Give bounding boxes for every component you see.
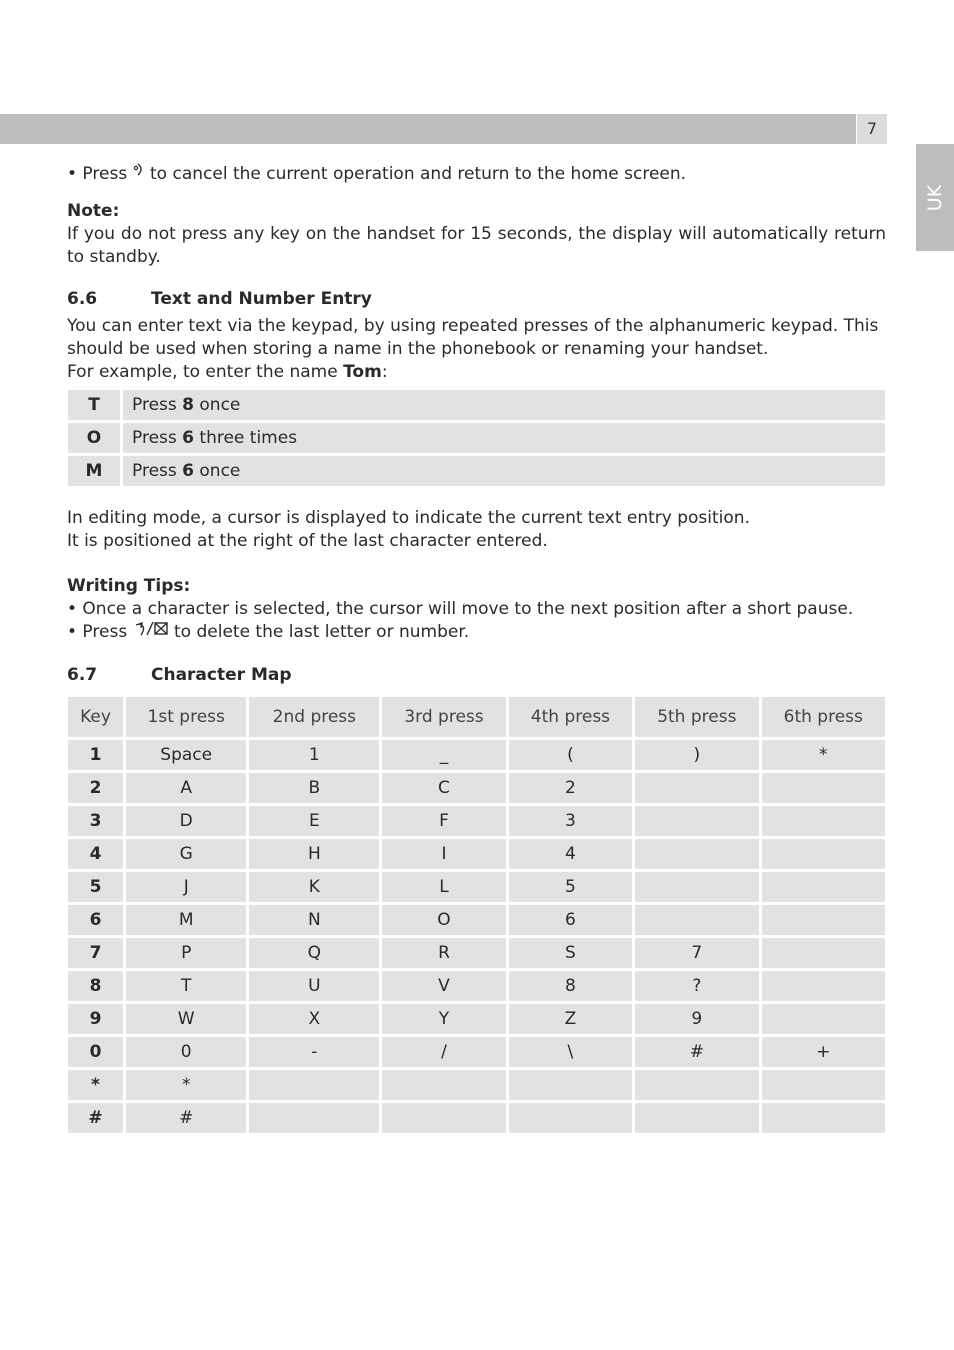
char-cell	[762, 938, 885, 968]
section-number: 6.7	[67, 665, 98, 685]
key-number: 8	[182, 394, 194, 415]
char-cell: )	[635, 740, 758, 770]
char-cell: -	[249, 1037, 379, 1067]
entry-letter: T	[68, 390, 120, 420]
char-cell: R	[382, 938, 505, 968]
key-number: 6	[182, 427, 194, 448]
header-bar	[0, 114, 856, 144]
key-cell: 5	[68, 872, 123, 902]
cancel-instruction: • Press to cancel the current operation and return to the home screen.	[67, 164, 687, 184]
table-row	[68, 971, 885, 1001]
table-row	[68, 423, 885, 453]
column-header: 1st press	[126, 697, 246, 737]
char-cell	[635, 839, 758, 869]
key-cell: 3	[68, 806, 123, 836]
char-cell: Z	[509, 1004, 632, 1034]
char-cell	[382, 1070, 505, 1100]
entry-instruction: Press 6 three times	[123, 423, 885, 453]
key-cell: 4	[68, 839, 123, 869]
back-delete-icon	[133, 621, 169, 639]
key-cell: 9	[68, 1004, 123, 1034]
char-cell: 3	[509, 806, 632, 836]
key-cell: 6	[68, 905, 123, 935]
char-cell: O	[382, 905, 505, 935]
char-cell	[249, 1103, 379, 1133]
char-cell: 1	[249, 740, 379, 770]
char-cell	[249, 1070, 379, 1100]
key-cell: 0	[68, 1037, 123, 1067]
char-cell: Space	[126, 740, 246, 770]
table-row	[68, 1004, 885, 1034]
char-cell: E	[249, 806, 379, 836]
entry-letter: O	[68, 423, 120, 453]
note-text: If you do not press any key on the handset for 15 seconds, the display will automatically return to standby.	[67, 224, 886, 267]
char-cell: A	[126, 773, 246, 803]
editing-mode-line-2: It is positioned at the right of the last character entered.	[67, 531, 548, 551]
char-cell: K	[249, 872, 379, 902]
tip-2: • Press to delete the last letter or number.	[67, 622, 470, 642]
char-cell: *	[126, 1070, 246, 1100]
char-cell	[635, 806, 758, 836]
language-tab-label: UK	[924, 184, 946, 211]
section-6-6-heading	[67, 288, 886, 311]
key-cell: 2	[68, 773, 123, 803]
char-cell: 9	[635, 1004, 758, 1034]
section-title: Character Map	[151, 665, 292, 685]
table-header-row	[68, 697, 885, 737]
key-cell: *	[68, 1070, 123, 1100]
char-cell	[635, 1103, 758, 1133]
column-header: 3rd press	[382, 697, 505, 737]
section-6-7-heading	[67, 664, 886, 687]
char-cell: #	[635, 1037, 758, 1067]
table-row	[68, 839, 885, 869]
table-row	[68, 938, 885, 968]
char-cell	[762, 905, 885, 935]
char-cell: *	[762, 740, 885, 770]
column-header: 4th press	[509, 697, 632, 737]
char-cell: (	[509, 740, 632, 770]
example-line: For example, to enter the name Tom:	[67, 362, 388, 382]
table-row	[68, 456, 885, 486]
char-cell	[382, 1103, 505, 1133]
char-cell: 8	[509, 971, 632, 1001]
char-cell: Y	[382, 1004, 505, 1034]
char-cell: T	[126, 971, 246, 1001]
table-row	[68, 390, 885, 420]
char-cell: \	[509, 1037, 632, 1067]
char-cell	[635, 905, 758, 935]
table-row	[68, 773, 885, 803]
column-header: 2nd press	[249, 697, 379, 737]
table-row	[68, 806, 885, 836]
char-cell	[635, 872, 758, 902]
table-row	[68, 1103, 885, 1133]
char-cell: G	[126, 839, 246, 869]
key-number: 6	[182, 460, 194, 481]
char-cell	[509, 1103, 632, 1133]
char-cell	[635, 1070, 758, 1100]
char-cell: V	[382, 971, 505, 1001]
column-header: 6th press	[762, 697, 885, 737]
column-header: Key	[68, 697, 123, 737]
char-cell	[762, 872, 885, 902]
section-title: Text and Number Entry	[151, 289, 372, 309]
char-cell: 5	[509, 872, 632, 902]
table-row	[68, 1070, 885, 1100]
char-cell: L	[382, 872, 505, 902]
char-cell: /	[382, 1037, 505, 1067]
key-cell: #	[68, 1103, 123, 1133]
column-header: 5th press	[635, 697, 758, 737]
char-cell	[635, 773, 758, 803]
key-cell: 8	[68, 971, 123, 1001]
end-call-icon	[133, 163, 145, 181]
char-cell: B	[249, 773, 379, 803]
table-row	[68, 905, 885, 935]
char-cell	[762, 1004, 885, 1034]
editing-mode-line-1: In editing mode, a cursor is displayed to indicate the current text entry position.	[67, 508, 750, 528]
char-cell: #	[126, 1103, 246, 1133]
intro-paragraph: You can enter text via the keypad, by using repeated presses of the alphanumeric keypad. This should be used when storing a name in the phonebook or renaming your handset.	[67, 316, 879, 359]
char-cell: Q	[249, 938, 379, 968]
char-cell: N	[249, 905, 379, 935]
page-number: 7	[857, 114, 887, 144]
char-cell	[509, 1070, 632, 1100]
char-cell: S	[509, 938, 632, 968]
section-number: 6.6	[67, 289, 98, 309]
char-cell: P	[126, 938, 246, 968]
char-cell	[762, 1070, 885, 1100]
entry-letter: M	[68, 456, 120, 486]
char-cell: M	[126, 905, 246, 935]
char-cell: 2	[509, 773, 632, 803]
char-cell: 6	[509, 905, 632, 935]
table-row	[68, 740, 885, 770]
key-cell: 7	[68, 938, 123, 968]
page-content	[67, 160, 886, 1136]
char-cell	[762, 839, 885, 869]
table-row	[68, 1037, 885, 1067]
char-cell: J	[126, 872, 246, 902]
char-cell: _	[382, 740, 505, 770]
char-cell: 4	[509, 839, 632, 869]
tom-example-table	[65, 387, 888, 489]
char-cell: W	[126, 1004, 246, 1034]
char-cell: D	[126, 806, 246, 836]
char-cell: ?	[635, 971, 758, 1001]
char-cell	[762, 806, 885, 836]
character-map-table	[65, 694, 888, 1136]
key-cell: 1	[68, 740, 123, 770]
char-cell: 0	[126, 1037, 246, 1067]
tip-1: • Once a character is selected, the cursor will move to the next position after a short pause.	[67, 599, 854, 619]
writing-tips-title: Writing Tips:	[67, 576, 191, 596]
char-cell	[762, 773, 885, 803]
example-name: Tom	[343, 362, 382, 382]
char-cell: C	[382, 773, 505, 803]
char-cell: H	[249, 839, 379, 869]
char-cell: F	[382, 806, 505, 836]
char-cell: X	[249, 1004, 379, 1034]
language-tab	[916, 144, 954, 251]
char-cell	[762, 1103, 885, 1133]
char-cell: +	[762, 1037, 885, 1067]
char-cell: U	[249, 971, 379, 1001]
entry-instruction: Press 8 once	[123, 390, 885, 420]
char-cell	[762, 971, 885, 1001]
table-row	[68, 872, 885, 902]
char-cell: I	[382, 839, 505, 869]
note-title: Note:	[67, 201, 120, 221]
char-cell: 7	[635, 938, 758, 968]
entry-instruction: Press 6 once	[123, 456, 885, 486]
